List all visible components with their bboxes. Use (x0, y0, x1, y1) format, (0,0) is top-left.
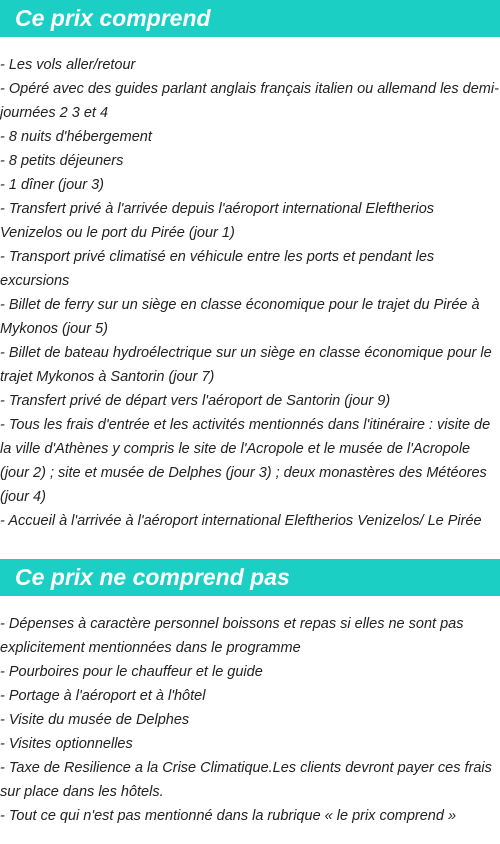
list-item: - Transfert privé à l'arrivée depuis l'aéroport international Eleftherios Venizelos ou le port du Pirée (jour 1) (0, 201, 435, 241)
list-item: - Visite du musée de Delphes (0, 712, 190, 728)
included-title: Ce prix comprend (0, 0, 500, 37)
included-list (0, 53, 500, 533)
list-item: - Tout ce qui n'est pas mentionné dans la rubrique « le prix comprend » (0, 808, 457, 824)
list-item: - 1 dîner (jour 3) (0, 177, 104, 193)
list-item: - Transport privé climatisé en véhicule entre les ports et pendant les excursions (0, 249, 435, 289)
list-item: - 8 nuits d'hébergement (0, 129, 152, 145)
list-item: - Transfert privé de départ vers l'aéroport de Santorin (jour 9) (0, 393, 391, 409)
list-item: - Accueil à l'arrivée à l'aéroport international Eleftherios Venizelos/ Le Pirée (0, 513, 482, 529)
list-item: - Opéré avec des guides parlant anglais français italien ou allemand les demi-journées 2 3 et 4 (0, 81, 499, 121)
list-item: - Billet de bateau hydroélectrique sur un siège en classe économique pour le trajet Mykonos à Santorin (jour 7) (0, 345, 492, 385)
list-item: - Dépenses à caractère personnel boissons et repas si elles ne sont pas explicitement mentionnées dans le programme (0, 616, 464, 656)
list-item: - Billet de ferry sur un siège en classe économique pour le trajet du Pirée à Mykonos (jour 5) (0, 297, 480, 337)
list-item: - Tous les frais d'entrée et les activités mentionnés dans l'itinéraire : visite de la ville d'Athènes y compris le site de l'Acropole et le musée de l'Acropole (jour 2) ; site et musée de Delphes (jour 3) ; deux monastères des Météores (jour 4) (0, 417, 491, 505)
list-item: - Taxe de Resilience a la Crise Climatique.Les clients devront payer ces frais sur place dans les hôtels. (0, 760, 492, 800)
excluded-title: Ce prix ne comprend pas (0, 559, 500, 596)
excluded-list (0, 612, 500, 828)
included-section (0, 0, 500, 37)
list-item: - Visites optionnelles (0, 736, 133, 752)
list-item: - Pourboires pour le chauffeur et le guide (0, 664, 263, 680)
list-item: - Portage à l'aéroport et à l'hôtel (0, 688, 206, 704)
list-item: - 8 petits déjeuners (0, 153, 124, 169)
list-item: - Les vols aller/retour (0, 57, 136, 73)
excluded-section (0, 559, 500, 596)
